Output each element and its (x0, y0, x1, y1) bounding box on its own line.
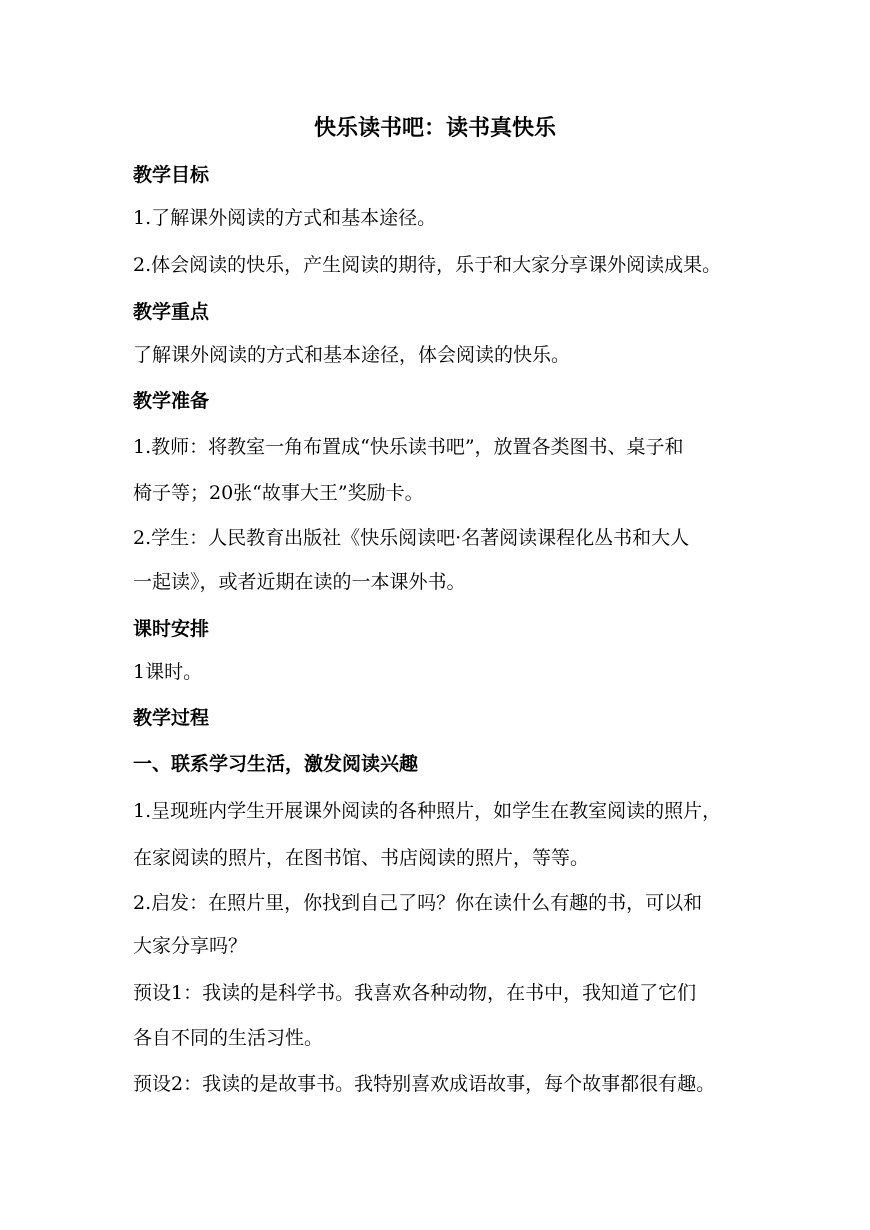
body-line: 预设1：我读的是科学书。我喜欢各种动物，在书中，我知道了它们 (133, 982, 697, 1004)
section-heading: 一、联系学习生活，激发阅读兴趣 (133, 753, 419, 775)
body-line: 2.体会阅读的快乐，产生阅读的期待，乐于和大家分享课外阅读成果。 (133, 254, 722, 276)
section-heading: 课时安排 (133, 618, 210, 640)
body-line: 各自不同的生活习性。 (133, 1027, 324, 1049)
body-line: 1.呈现班内学生开展课外阅读的各种照片，如学生在教室阅读的照片， (133, 800, 722, 822)
body-line: 预设2：我读的是故事书。我特别喜欢成语故事，每个故事都很有趣。 (133, 1073, 716, 1095)
body-line: 一起读》，或者近期在读的一本课外书。 (133, 571, 466, 593)
body-line: 在家阅读的照片，在图书馆、书店阅读的照片，等等。 (133, 847, 590, 869)
body-line: 2.学生：人民教育出版社《快乐阅读吧·名著阅读课程化丛书和大人 (133, 527, 690, 549)
body-line: 2.启发：在照片里，你找到自己了吗？你在读什么有趣的书，可以和 (133, 892, 703, 914)
document-title: 快乐读书吧：读书真快乐 (313, 116, 556, 141)
section-heading: 教学过程 (133, 707, 210, 729)
body-line: 1.了解课外阅读的方式和基本途径。 (133, 207, 437, 229)
section-heading: 教学准备 (133, 390, 210, 412)
body-line: 椅子等；20张“故事大王”奖励卡。 (133, 482, 424, 504)
body-line: 1.教师：将教室一角布置成“快乐读书吧”，放置各类图书、桌子和 (133, 436, 684, 458)
body-line: 大家分享吗？ (133, 935, 248, 957)
section-heading: 教学重点 (133, 301, 210, 323)
body-line: 1课时。 (133, 661, 203, 683)
section-heading: 教学目标 (133, 164, 210, 186)
body-line: 了解课外阅读的方式和基本途径，体会阅读的快乐。 (133, 344, 571, 366)
